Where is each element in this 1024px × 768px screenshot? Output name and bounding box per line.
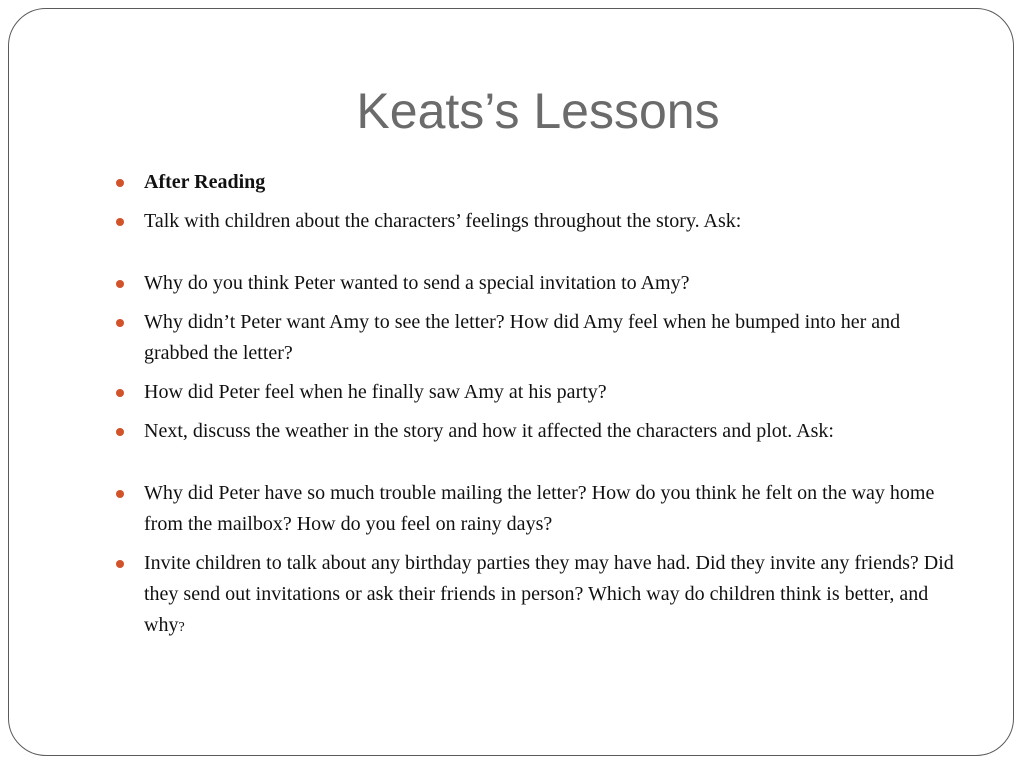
bullet-item: [116, 416, 966, 447]
bullet-text: Invite children to talk about any birthday parties they may have had. Did they invite any friends? Did they send out invitations or ask their friends in person? Which way do children think is better, and why: [144, 552, 954, 636]
bullet-text: Next, discuss the weather in the story and how it affected the characters and plot. Ask:: [144, 420, 834, 442]
slide-title: Keats’s Lessons: [356, 83, 720, 139]
bullet-item: [116, 548, 966, 643]
bullet-text: After Reading: [144, 171, 266, 193]
bullet-text: Talk with children about the characters’ feelings throughout the story. Ask:: [144, 210, 742, 232]
bullet-dot-icon: [116, 560, 124, 568]
bullet-dot-icon: [116, 218, 124, 226]
bullet-dot-icon: [116, 389, 124, 397]
bullet-text: Why did Peter have so much trouble mailing the letter? How do you think he felt on the way home from the mailbox? How do you feel on rainy days?: [144, 482, 935, 535]
bullet-dot-icon: [116, 179, 124, 187]
bullet-dot-icon: [116, 319, 124, 327]
bullet-dot-icon: [116, 428, 124, 436]
bullet-item: [116, 268, 966, 299]
bullet-text: Why do you think Peter wanted to send a special invitation to Amy?: [144, 272, 690, 294]
bullet-dot-icon: [116, 280, 124, 288]
bullet-dot-icon: [116, 490, 124, 498]
bullet-item: [116, 478, 966, 540]
bullet-list: [116, 167, 966, 651]
bullet-text-tail: ?: [178, 620, 185, 635]
bullet-item: [116, 167, 966, 198]
bullet-text: Why didn’t Peter want Amy to see the letter? How did Amy feel when he bumped into her and grabbed the letter?: [144, 311, 901, 364]
bullet-item: [116, 377, 966, 408]
bullet-item: [116, 206, 966, 237]
bullet-text: How did Peter feel when he finally saw Amy at his party?: [144, 381, 607, 403]
bullet-item: [116, 307, 966, 369]
